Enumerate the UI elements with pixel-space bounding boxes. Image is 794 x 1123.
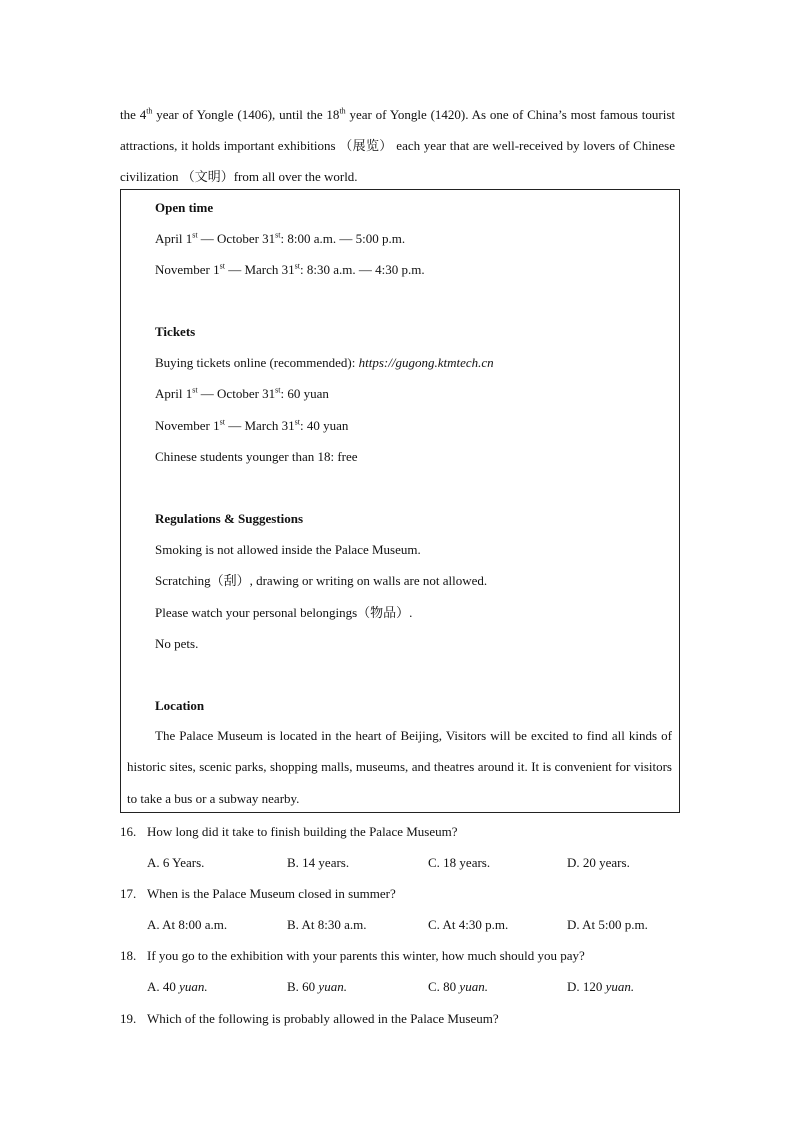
tickets-heading: Tickets bbox=[155, 324, 196, 339]
options-row bbox=[120, 909, 680, 940]
option-b[interactable]: B. 60 yuan. bbox=[287, 979, 347, 994]
option-a[interactable]: A. 6 Years. bbox=[147, 855, 205, 870]
ordinal-suffix: th bbox=[339, 106, 346, 116]
question-18 bbox=[120, 940, 680, 1002]
open-time-heading: Open time bbox=[155, 200, 214, 215]
option-c[interactable]: C. 80 yuan. bbox=[428, 979, 488, 994]
question-text: If you go to the exhibition with your parents this winter, how much should you pay? bbox=[147, 948, 585, 963]
regulations-section bbox=[155, 503, 675, 659]
option-b[interactable]: B. At 8:30 a.m. bbox=[287, 917, 367, 932]
regulations-heading: Regulations & Suggestions bbox=[155, 511, 304, 526]
ticket-price-row: April 1st — October 31st: 60 yuan bbox=[155, 386, 329, 402]
option-a[interactable]: A. At 8:00 a.m. bbox=[147, 917, 228, 932]
intro-text: year of Yongle (1420). As one of China’s most famous tourist attractions, it holds important exhibitions （展览） each year that are well-received by lovers of Chinese civilization （文明）from all over the world. bbox=[120, 107, 676, 184]
question-text: When is the Palace Museum closed in summer? bbox=[147, 886, 396, 901]
location-heading: Location bbox=[155, 698, 205, 713]
open-time-row: April 1st — October 31st: 8:00 a.m. — 5:00 p.m. bbox=[155, 230, 406, 247]
location-paragraph bbox=[127, 720, 672, 814]
options-row bbox=[120, 971, 680, 1002]
tickets-section bbox=[155, 316, 675, 472]
ticket-students-row: Chinese students younger than 18: free bbox=[155, 448, 358, 464]
location-text: The Palace Museum is located in the heart of Beijing, Visitors will be excited to find all kinds of historic sites, scenic parks, shopping malls, museums, and theatres around it. It is convenient for visitors to take a bus or a subway nearby. bbox=[127, 728, 672, 806]
intro-text: year of Yongle (1406), until the 18 bbox=[152, 107, 340, 122]
question-number: 19. bbox=[120, 1011, 137, 1026]
regulation-item: Please watch your personal belongings（物品）. bbox=[155, 604, 413, 620]
ordinal-suffix: th bbox=[146, 106, 153, 116]
question-text: Which of the following is probably allowed in the Palace Museum? bbox=[147, 1011, 499, 1026]
tickets-url-link[interactable]: https://gugong.ktmtech.cn bbox=[358, 355, 494, 371]
intro-paragraph bbox=[120, 99, 675, 192]
location-section bbox=[155, 690, 675, 721]
option-b[interactable]: B. 14 years. bbox=[287, 855, 350, 870]
option-d[interactable]: D. At 5:00 p.m. bbox=[567, 917, 648, 932]
question-17 bbox=[120, 878, 680, 940]
option-a[interactable]: A. 40 yuan. bbox=[147, 979, 208, 994]
open-time-section bbox=[155, 192, 675, 286]
option-d[interactable]: D. 20 years. bbox=[567, 855, 630, 870]
question-number: 18. bbox=[120, 948, 137, 963]
option-d[interactable]: D. 120 yuan. bbox=[567, 979, 635, 994]
option-c[interactable]: C. At 4:30 p.m. bbox=[428, 917, 509, 932]
question-16 bbox=[120, 816, 680, 878]
open-time-row: November 1st — March 31st: 8:30 a.m. — 4:30 p.m. bbox=[155, 262, 425, 278]
question-number: 16. bbox=[120, 824, 137, 839]
info-box bbox=[120, 189, 680, 813]
option-c[interactable]: C. 18 years. bbox=[428, 855, 491, 870]
ticket-price-row: November 1st — March 31st: 40 yuan bbox=[155, 417, 349, 433]
options-row bbox=[120, 847, 680, 878]
regulation-item: Smoking is not allowed inside the Palace Museum. bbox=[155, 542, 421, 558]
regulation-item: Scratching（刮）, drawing or writing on walls are not allowed. bbox=[155, 573, 488, 589]
question-text: How long did it take to finish building the Palace Museum? bbox=[147, 824, 458, 839]
question-number: 17. bbox=[120, 886, 137, 901]
intro-text: the 4 bbox=[120, 107, 147, 122]
regulation-item: No pets. bbox=[155, 635, 199, 651]
question-19 bbox=[120, 1003, 680, 1034]
tickets-online-row: Buying tickets online (recommended): https://gugong.ktmtech.cn bbox=[155, 355, 494, 371]
